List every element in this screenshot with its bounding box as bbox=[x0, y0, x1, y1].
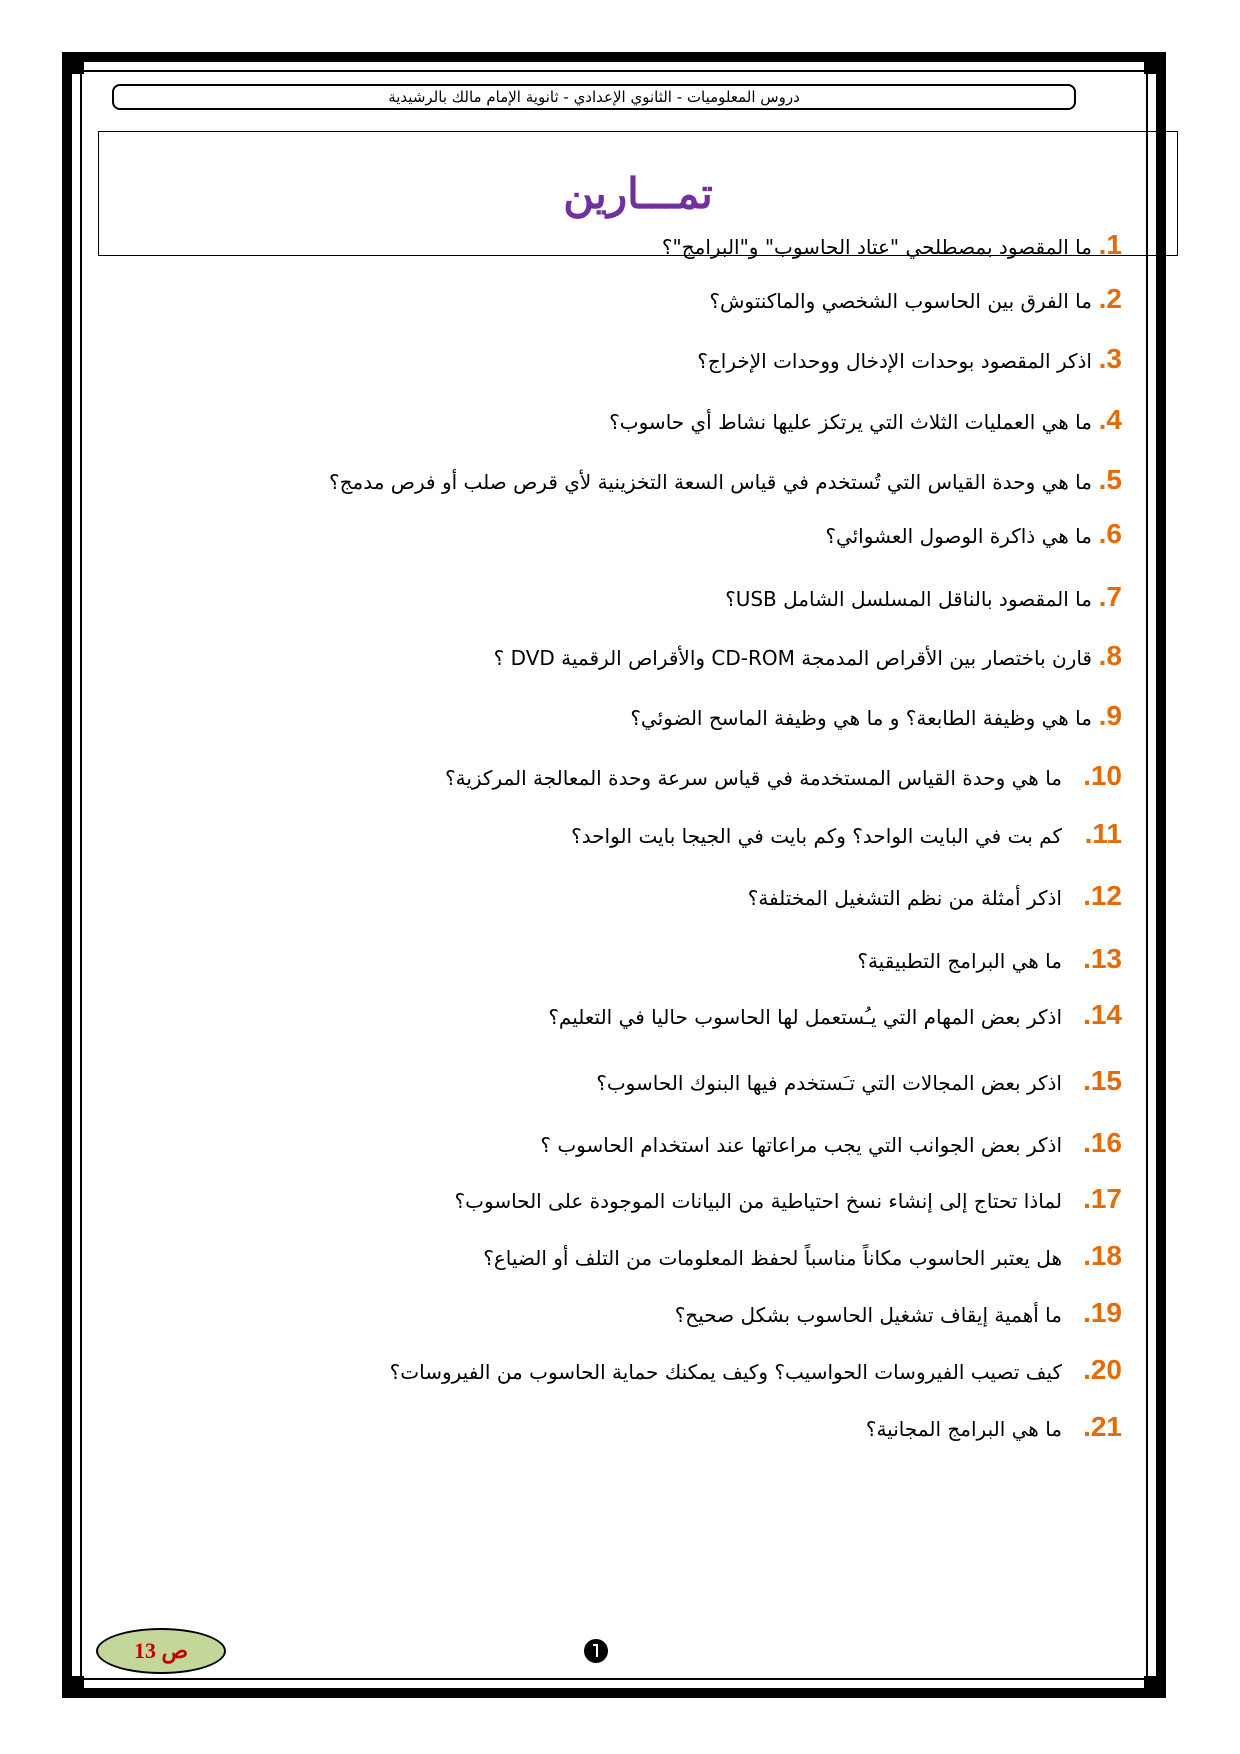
question-text: لماذا تحتاج إلى إنشاء نسخ احتياطية من البيانات الموجودة على الحاسوب؟ bbox=[454, 1189, 1062, 1213]
question-text: هل يعتبر الحاسوب مكاناً مناسباً لحفظ المعلومات من التلف أو الضياع؟ bbox=[483, 1246, 1062, 1270]
question-text: كم بت في البايت الواحد؟ وكم بايت في الجيجا بايت الواحد؟ bbox=[571, 824, 1062, 848]
question-item bbox=[725, 582, 1122, 614]
page-number-badge bbox=[96, 1628, 226, 1674]
question-item bbox=[390, 1355, 1122, 1387]
question-item bbox=[455, 1184, 1122, 1216]
question-text: اذكر بعض المهام التي يـُستعمل لها الحاسوب حاليا في التعليم؟ bbox=[548, 1005, 1062, 1029]
question-number: 21. bbox=[1083, 1411, 1122, 1442]
question-number: 13. bbox=[1083, 943, 1122, 974]
frame-corner bbox=[62, 1676, 84, 1698]
question-item bbox=[709, 284, 1122, 316]
question-text: ما هي وحدة القياس المستخدمة في قياس سرعة وحدة المعالجة المركزية؟ bbox=[444, 766, 1062, 790]
question-item bbox=[494, 641, 1122, 673]
question-number: 12. bbox=[1083, 880, 1122, 911]
question-item bbox=[697, 344, 1122, 376]
question-text: ما هي العمليات الثلاث التي يرتكز عليها نشاط أي حاسوب؟ bbox=[609, 410, 1092, 434]
question-number: 19. bbox=[1083, 1297, 1122, 1328]
question-number: 8. bbox=[1098, 640, 1122, 671]
frame-corner bbox=[1144, 52, 1166, 74]
frame-corner bbox=[1144, 1676, 1166, 1698]
page-number: ص 13 bbox=[133, 1638, 189, 1663]
question-number: 18. bbox=[1083, 1240, 1122, 1271]
page-title: تمـــارين bbox=[563, 169, 713, 218]
question-text: اذكر المقصود بوحدات الإدخال ووحدات الإخراج؟ bbox=[697, 349, 1092, 373]
question-item bbox=[445, 761, 1122, 793]
question-number: 2. bbox=[1098, 283, 1122, 314]
question-item bbox=[548, 1000, 1122, 1032]
question-text: ما هي البرامج المجانية؟ bbox=[865, 1417, 1062, 1441]
header-text: دروس المعلوميات - الثانوي الإعدادي - ثانوية الإمام مالك بالرشيدية bbox=[388, 88, 800, 106]
question-text: ما هي البرامج التطبيقية؟ bbox=[857, 949, 1062, 973]
question-item bbox=[609, 405, 1122, 437]
question-number: 14. bbox=[1083, 999, 1122, 1030]
question-number: 4. bbox=[1098, 404, 1122, 435]
question-text: ما هي ذاكرة الوصول العشوائي؟ bbox=[825, 524, 1092, 548]
question-item bbox=[571, 819, 1122, 851]
question-number: 16. bbox=[1083, 1127, 1122, 1158]
question-number: 10. bbox=[1083, 760, 1122, 791]
question-number: 11. bbox=[1084, 818, 1122, 849]
question-text: ما الفرق بين الحاسوب الشخصي والماكنتوش؟ bbox=[709, 289, 1092, 313]
question-number: 6. bbox=[1098, 518, 1122, 549]
question-text: ما المقصود بمصطلحي "عتاد الحاسوب" و"البرامج"؟ bbox=[661, 235, 1092, 259]
question-item bbox=[662, 230, 1122, 262]
question-number: 1. bbox=[1098, 229, 1122, 260]
footer-ornament-icon bbox=[583, 1638, 609, 1664]
question-item bbox=[866, 1412, 1122, 1444]
page-header bbox=[112, 84, 1076, 110]
question-text: اذكر أمثلة من نظم التشغيل المختلفة؟ bbox=[747, 886, 1062, 910]
question-text: قارن باختصار بين الأقراص المدمجة CD-ROM والأقراص الرقمية DVD ؟ bbox=[493, 646, 1092, 670]
question-item bbox=[857, 944, 1122, 976]
question-number: 20. bbox=[1083, 1354, 1122, 1385]
question-text: ما المقصود بالناقل المسلسل الشامل USB؟ bbox=[725, 587, 1092, 611]
question-item bbox=[596, 1066, 1122, 1098]
question-number: 3. bbox=[1098, 343, 1122, 374]
question-number: 9. bbox=[1098, 700, 1122, 731]
question-number: 5. bbox=[1098, 464, 1122, 495]
question-item bbox=[483, 1241, 1122, 1273]
question-item bbox=[329, 465, 1122, 497]
question-text: ما هي وحدة القياس التي تُستخدم في قياس السعة التخزينية لأي قرص صلب أو فرص مدمج؟ bbox=[329, 470, 1092, 494]
frame-corner bbox=[62, 52, 84, 74]
question-number: 17. bbox=[1083, 1183, 1122, 1214]
question-number: 7. bbox=[1098, 581, 1122, 612]
question-text: اذكر بعض المجالات التي تـَستخدم فيها البنوك الحاسوب؟ bbox=[596, 1071, 1062, 1095]
question-item bbox=[675, 1298, 1122, 1330]
question-text: اذكر بعض الجوانب التي يجب مراعاتها عند استخدام الحاسوب ؟ bbox=[540, 1133, 1062, 1157]
question-text: ما هي وظيفة الطابعة؟ و ما هي وظيفة الماسح الضوئي؟ bbox=[630, 706, 1092, 730]
question-text: كيف تصيب الفيروسات الحواسيب؟ وكيف يمكنك حماية الحاسوب من الفيروسات؟ bbox=[389, 1360, 1062, 1384]
question-item bbox=[630, 701, 1122, 733]
question-item bbox=[748, 881, 1122, 913]
question-text: ما أهمية إيقاف تشغيل الحاسوب بشكل صحيح؟ bbox=[674, 1303, 1062, 1327]
question-number: 15. bbox=[1083, 1065, 1122, 1096]
question-item bbox=[540, 1128, 1122, 1160]
question-item bbox=[825, 519, 1122, 551]
